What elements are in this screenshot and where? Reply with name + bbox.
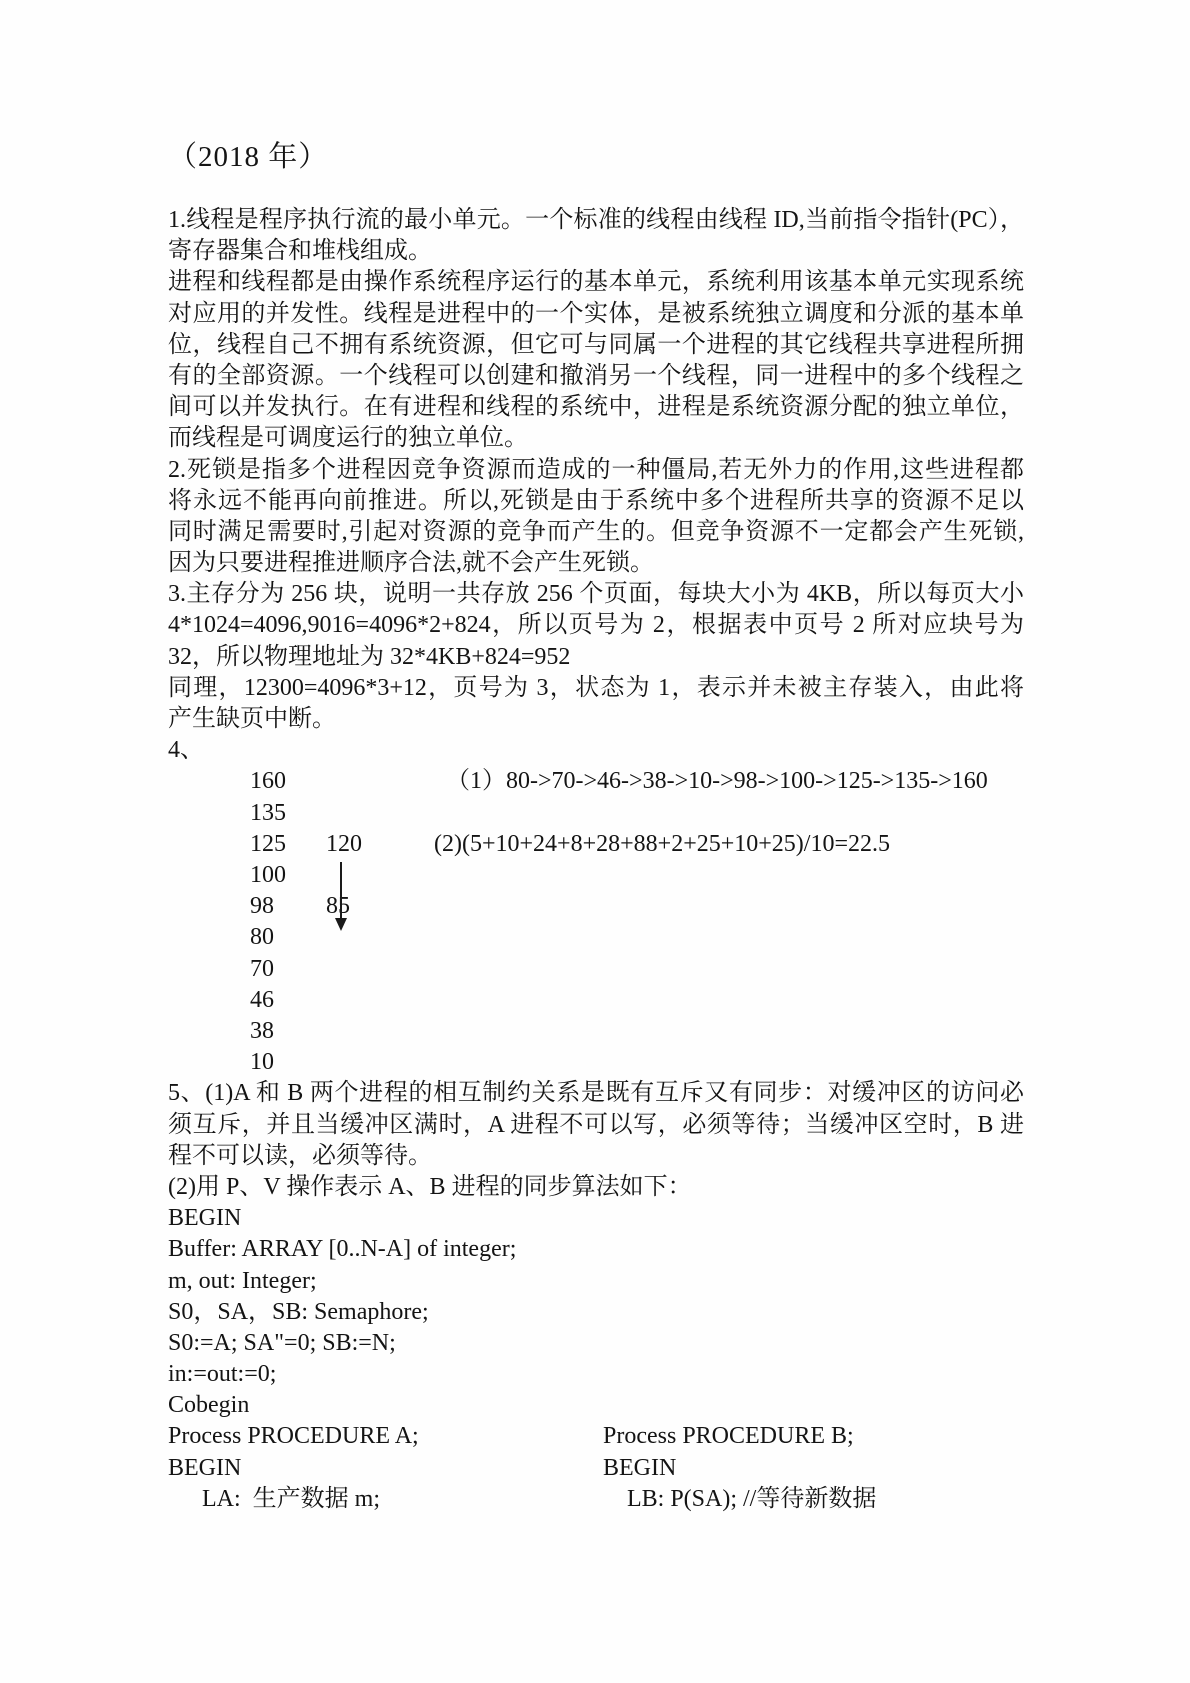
diagram-number: 125 — [250, 830, 286, 857]
diagram-number: 98 — [250, 893, 274, 920]
text-line: BEGIN — [168, 1205, 242, 1232]
procedure-b-line: LB: P(SA); //等待新数据 — [627, 1485, 877, 1512]
diagram-number: 80 — [250, 924, 274, 951]
text-line: 5、(1)A 和 B 两个进程的相互制约关系是既有互斥又有同步：对缓冲区的访问必 — [168, 1080, 1024, 1107]
text-line: S0:=A; SA"=0; SB:=N; — [168, 1329, 396, 1356]
text-line: 间可以并发执行。在有进程和线程的系统中，进程是系统资源分配的独立单位， — [168, 394, 1024, 421]
diagram-number: 135 — [250, 799, 286, 826]
text-line: 位，线程自己不拥有系统资源，但它可与同属一个进程的其它线程共享进程所拥 — [168, 331, 1024, 358]
code-row — [168, 1453, 1024, 1484]
diagram-number: 160 — [250, 768, 286, 795]
diagram-number: 38 — [250, 1017, 274, 1044]
answers-text-block-2 — [168, 1078, 1024, 1421]
diagram-answer: (2)(5+10+24+8+28+88+2+25+10+25)/10=22.5 — [434, 830, 890, 857]
text-line: 将永远不能再向前推进。所以,死锁是由于系统中多个进程所共享的资源不足以 — [168, 487, 1024, 514]
text-line: 而线程是可调度运行的独立单位。 — [168, 425, 528, 452]
code-row — [168, 1421, 1024, 1452]
text-line: 1.线程是程序执行流的最小单元。一个标准的线程由线程 ID,当前指令指针(PC）， — [168, 207, 1024, 233]
text-line: 4*1024=4096,9016=4096*2+824，所以页号为 2，根据表中页号 2 所对应块号为 — [168, 612, 1024, 639]
answers-text-block-1 — [168, 205, 1024, 766]
procedure-a-line: LA: 生产数据 m; — [202, 1485, 380, 1512]
procedure-a-line: Process PROCEDURE A; — [168, 1423, 419, 1450]
text-line: 同时满足需要时,引起对资源的竞争而产生的。但竞争资源不一定都会产生死锁, — [168, 518, 1024, 545]
text-line: m, out: Integer; — [168, 1267, 317, 1294]
diagram-answer: （1）80->70->46->38->10->98->100->125->135->160 — [446, 768, 988, 795]
diagram-number: 10 — [250, 1049, 274, 1076]
text-line: 进程和线程都是由操作系统程序运行的基本单元，系统利用该基本单元实现系统 — [168, 269, 1024, 296]
down-arrow-head-icon — [335, 918, 347, 931]
text-line: Buffer: ARRAY [0..N-A] of integer; — [168, 1236, 517, 1263]
procedure-columns — [168, 1421, 1024, 1515]
text-line: 4、 — [168, 737, 204, 764]
down-arrow-icon — [340, 862, 342, 920]
text-line: 产生缺页中断。 — [168, 706, 336, 732]
text-line: 2.死锁是指多个进程因竞争资源而造成的一种僵局,若无外力的作用,这些进程都 — [168, 456, 1024, 483]
question4-diagram — [168, 766, 1024, 1078]
diagram-number: 100 — [250, 861, 286, 888]
text-line: S0，SA，SB: Semaphore; — [168, 1298, 429, 1325]
text-line: 因为只要进程推进顺序合法,就不会产生死锁。 — [168, 550, 654, 577]
text-line: 程不可以读，必须等待。 — [168, 1142, 432, 1169]
code-row — [168, 1484, 1024, 1515]
diagram-annotation: 85 — [326, 893, 350, 920]
diagram-number: 46 — [250, 986, 274, 1013]
text-line: 32，所以物理地址为 32*4KB+824=952 — [168, 643, 571, 670]
text-line: (2)用 P、V 操作表示 A、B 进程的同步算法如下： — [168, 1173, 692, 1200]
text-line: 寄存器集合和堆栈组成。 — [168, 238, 432, 265]
text-line: in:=out:=0; — [168, 1361, 277, 1388]
procedure-b-line: Process PROCEDURE B; — [603, 1423, 854, 1450]
diagram-number: 70 — [250, 955, 274, 982]
document-body — [168, 205, 1024, 1515]
text-line: 有的全部资源。一个线程可以创建和撤消另一个线程，同一进程中的多个线程之 — [168, 362, 1024, 389]
text-line: 3.主存分为 256 块，说明一共存放 256 个页面，每块大小为 4KB，所以每页大小 — [168, 581, 1024, 608]
diagram-annotation: 120 — [326, 830, 362, 857]
text-line: Cobegin — [168, 1392, 250, 1419]
procedure-a-line: BEGIN — [168, 1454, 242, 1481]
text-line: 对应用的并发性。线程是进程中的一个实体，是被系统独立调度和分派的基本单 — [168, 300, 1024, 327]
procedure-b-line: BEGIN — [603, 1454, 677, 1481]
text-line: 同理，12300=4096*3+12，页号为 3，状态为 1，表示并未被主存装入，由此将 — [168, 674, 1024, 701]
text-line: 须互斥，并且当缓冲区满时，A 进程不可以写，必须等待；当缓冲区空时，B 进 — [168, 1111, 1024, 1138]
page-title: （2018 年） — [168, 141, 329, 173]
